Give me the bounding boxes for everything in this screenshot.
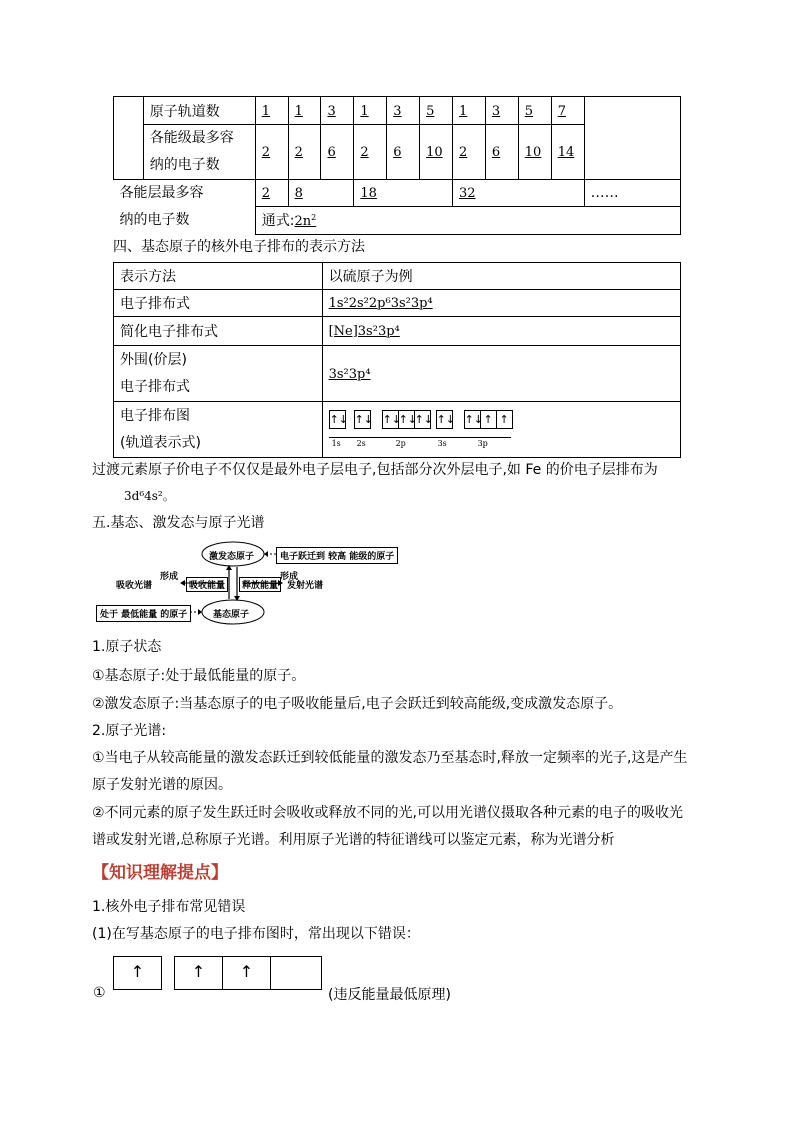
orbital-cell: 1 xyxy=(288,97,321,125)
spectrum-item-1-line-2: 原子发射光谱的原因。 xyxy=(92,777,232,793)
layer-cell: 18 xyxy=(354,180,453,207)
ground-note: 处于 最低能量 的原子 xyxy=(96,605,191,622)
max-electron-cell: 6 xyxy=(387,125,420,180)
layer-cell: 32 xyxy=(453,180,585,207)
config-label: 电子排布式 xyxy=(114,290,323,317)
orbital-box-triple xyxy=(174,956,322,990)
error-note: (违反能量最低原理) xyxy=(328,987,451,1003)
orbital-cell: 1 xyxy=(453,97,486,125)
orbital-cell-up: ↑ xyxy=(130,962,145,981)
spectrum-item-2-line-1: ②不同元素的原子发生跃迁时会吸收或释放不同的光,可以用光谱仪摄取各种元素的电子的吸收光 xyxy=(92,805,683,821)
atom-state-item-1: ①基态原子:处于最低能量的原子。 xyxy=(92,668,306,684)
orbital-box-3p: ↑ xyxy=(496,410,513,429)
orbital-box-2p: ↑↓ xyxy=(398,410,415,429)
electron-config-table xyxy=(113,262,681,458)
layer-cell: 8 xyxy=(288,180,354,207)
orbital-cell: 1 xyxy=(255,97,288,125)
excitation-diagram xyxy=(96,540,416,630)
max-electron-cell: 2 xyxy=(288,125,321,180)
orbital-box-3p: ↑ xyxy=(480,410,497,429)
form-right-label: 形成 xyxy=(280,572,299,582)
orbital-box-2p: ↑↓ xyxy=(414,410,431,429)
table-blank-cell xyxy=(114,97,144,180)
orbital-label: 3s xyxy=(437,439,447,448)
atom-state-title: 1.原子状态 xyxy=(92,639,162,655)
knowledge-heading: 【知识理解提点】 xyxy=(92,863,228,883)
orbital-label: 2s xyxy=(356,439,366,448)
header-method: 表示方法 xyxy=(114,263,323,290)
orbital-cell: 3 xyxy=(387,97,420,125)
short-config-value: [Ne]3s²3p⁴ xyxy=(322,317,680,346)
orbital-baseline xyxy=(329,437,511,438)
orbital-diagram-label: 电子排布图 (轨道表示式) xyxy=(114,402,323,458)
header-example: 以硫原子为例 xyxy=(322,263,680,290)
orbital-box-2p: ↑↓ xyxy=(382,410,399,429)
table-blank-cell xyxy=(584,97,680,180)
layer-cell: …… xyxy=(584,180,680,207)
emit-spectrum-label: 发射光谱 xyxy=(287,581,324,591)
release-energy-label: 释放能量 xyxy=(239,577,281,592)
layer-cell: 2 xyxy=(255,180,288,207)
orbital-cell-empty xyxy=(271,957,318,989)
layer-capacity-label: 各能层最多容 纳的电子数 xyxy=(114,180,256,235)
absorb-energy-label: 吸收能量 xyxy=(186,577,228,592)
valence-config-label: 外围(价层) 电子排布式 xyxy=(114,346,323,402)
max-electrons-label: 各能级最多容 纳的电子数 xyxy=(143,125,255,180)
orbital-label: 1s xyxy=(331,439,341,448)
orbital-box-3s: ↑↓ xyxy=(436,410,453,429)
orbital-diagram-cell xyxy=(322,402,680,458)
config-value: 1s²2s²2p⁶3s²3p⁴ xyxy=(322,290,680,317)
fe-config: 3d⁶4s²。 xyxy=(124,489,175,503)
max-electron-cell: 2 xyxy=(453,125,486,180)
atom-state-item-2: ②激发态原子:当基态原子的电子吸收能量后,电子会跃迁到较高能级,变成激发态原子。 xyxy=(92,696,623,712)
valence-config-value: 3s²3p⁴ xyxy=(322,346,680,402)
orbital-box-2s: ↑↓ xyxy=(354,410,371,429)
transition-note: 过渡元素原子价电子不仅仅是最外电子层电子,包括部分次外层电子,如 Fe 的价电子层排布为 xyxy=(92,462,658,478)
orbital-count-label: 原子轨道数 xyxy=(143,97,255,125)
error-marker: ① xyxy=(93,985,106,1001)
excited-note: 电子跃迁到 较高 能级的原子 xyxy=(276,547,398,564)
orbital-label: 3p xyxy=(477,439,488,448)
orbital-label: 2p xyxy=(395,439,406,448)
spectrum-item-1-line-1: ①当电子从较高能量的激发态跃迁到较低能量的激发态乃至基态时,释放一定频率的光子,这是产生 xyxy=(92,750,688,766)
max-electron-cell: 6 xyxy=(321,125,354,180)
spectrum-title: 2.原子光谱: xyxy=(92,723,167,739)
form-left-label: 形成 xyxy=(160,572,179,582)
section-four-title: 四、基态原子的核外电子排布的表示方法 xyxy=(113,239,365,255)
errors-title: 1.核外电子排布常见错误 xyxy=(92,899,246,915)
orbital-cell: 3 xyxy=(485,97,518,125)
orbital-diagram xyxy=(329,410,529,450)
max-electron-cell: 10 xyxy=(518,125,551,180)
orbital-cell-up: ↑ xyxy=(175,957,223,989)
orbital-cell: 5 xyxy=(420,97,453,125)
excited-state-label: 激发态原子 xyxy=(209,552,255,562)
max-electron-cell: 2 xyxy=(255,125,288,180)
max-electron-cell: 6 xyxy=(485,125,518,180)
orbital-cell-up: ↑ xyxy=(223,957,271,989)
max-electron-cell: 14 xyxy=(551,125,584,180)
spectrum-item-2-line-2: 谱或发射光谱,总称原子光谱。利用原子光谱的特征谱线可以鉴定元素，称为光谱分析 xyxy=(92,832,615,848)
formula-cell: 通式$:2n^2$ xyxy=(255,207,680,234)
orbital-box-1s: ↑↓ xyxy=(329,410,346,429)
orbital-cell: 7 xyxy=(551,97,584,125)
max-electron-cell: 10 xyxy=(420,125,453,180)
orbital-capacity-table xyxy=(113,96,681,235)
max-electron-cell: 2 xyxy=(354,125,387,180)
orbital-box-3p: ↑↓ xyxy=(464,410,481,429)
orbital-cell: 5 xyxy=(518,97,551,125)
absorb-spectrum-label: 吸收光谱 xyxy=(116,581,153,591)
orbital-box-single xyxy=(113,956,162,990)
orbital-cell: 3 xyxy=(321,97,354,125)
ground-state-label: 基态原子 xyxy=(213,610,250,620)
orbital-cell: 1 xyxy=(354,97,387,125)
errors-subtitle: (1)在写基态原子的电子排布图时，常出现以下错误： xyxy=(92,926,420,942)
section-five-title: 五.基态、激发态与原子光谱 xyxy=(92,515,265,531)
short-config-label: 简化电子排布式 xyxy=(114,317,323,346)
